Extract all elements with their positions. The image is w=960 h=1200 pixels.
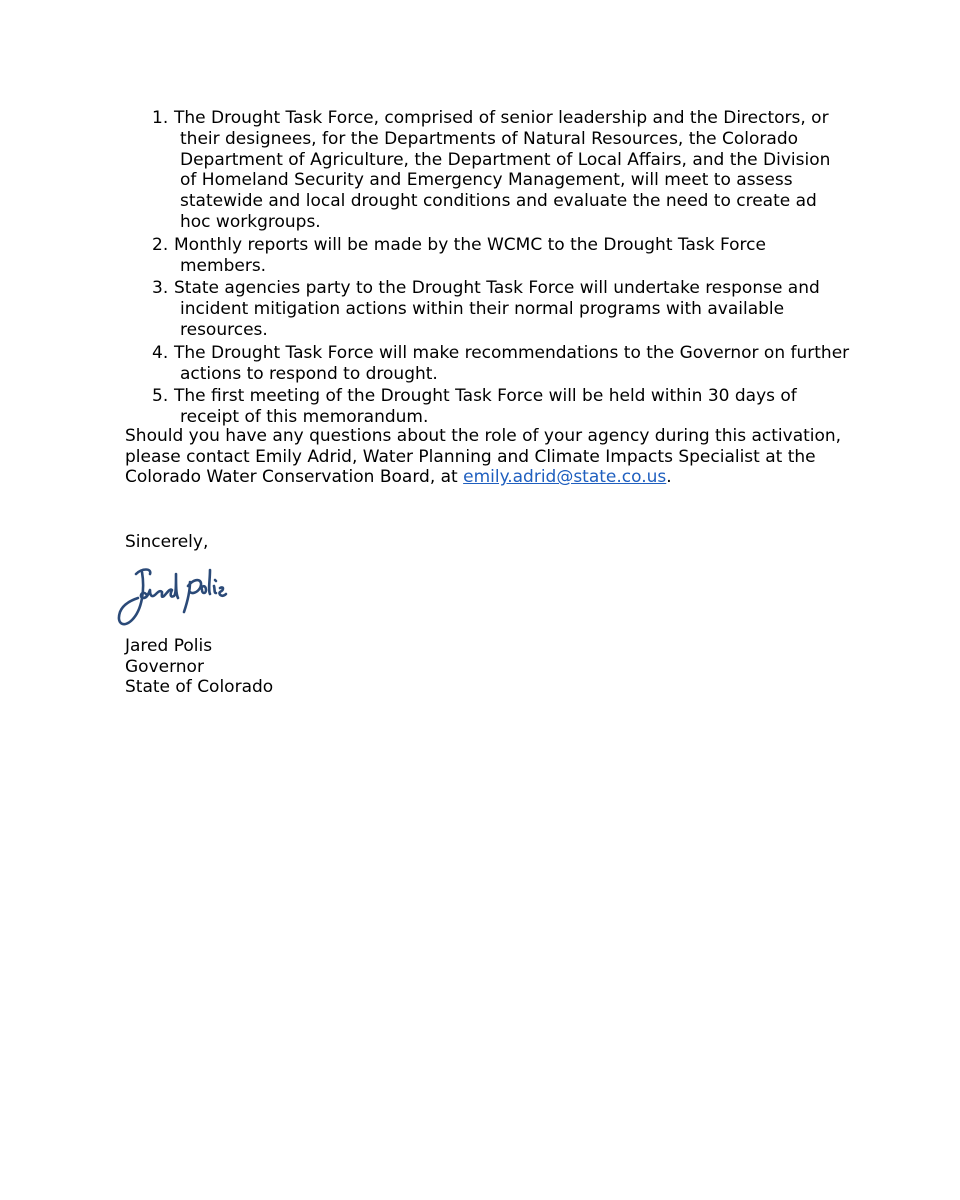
signer-block <box>125 636 273 698</box>
list-item <box>152 108 852 233</box>
list-item-number: 2. <box>152 234 169 255</box>
list-item-number: 5. <box>152 386 169 407</box>
signer-organization: State of Colorado <box>125 677 274 698</box>
list-item-text: The Drought Task Force, comprised of senior leadership and the Directors, or their designees, for the Departments of Natural Resources, the Colorado Department of Agriculture, the Department of Local Affairs, and the Division of Homeland Security and Emergency Management, will meet to assess statewide and local drought conditions and evaluate the need to create ad hoc workgroups. <box>174 108 831 232</box>
list-item-number: 1. <box>152 108 169 128</box>
email-link[interactable]: emily.adrid@state.co.us <box>463 467 667 488</box>
handwritten-signature <box>112 560 232 634</box>
list-item-number: 3. <box>152 278 169 299</box>
task-force-list <box>152 108 852 430</box>
list-item <box>152 278 852 340</box>
list-item-text: The Drought Task Force will make recommendations to the Governor on further actions to respond to drought. <box>174 342 850 384</box>
list-item-text: State agencies party to the Drought Task Force will undertake response and incident mitigation actions within their normal programs with available resources. <box>174 278 820 340</box>
list-item-text: Monthly reports will be made by the WCMC to the Drought Task Force members. <box>174 234 766 276</box>
signer-title: Governor <box>125 656 204 677</box>
contact-end: . <box>666 467 672 488</box>
contact-text: Should you have any questions about the role of your agency during this activation, please contact Emily Adrid, Water Planning and Climate Impacts Specialist at the Colorado Water Conservation Board, at <box>125 426 842 488</box>
salutation: Sincerely, <box>125 532 209 552</box>
contact-paragraph <box>125 426 845 488</box>
list-item <box>152 343 852 385</box>
list-item <box>152 235 852 277</box>
list-item-number: 4. <box>152 342 169 363</box>
signer-name: Jared Polis <box>125 636 213 656</box>
list-item-text: The first meeting of the Drought Task Force will be held within 30 days of receipt of this memorandum. <box>174 386 797 428</box>
list-item <box>152 386 852 428</box>
